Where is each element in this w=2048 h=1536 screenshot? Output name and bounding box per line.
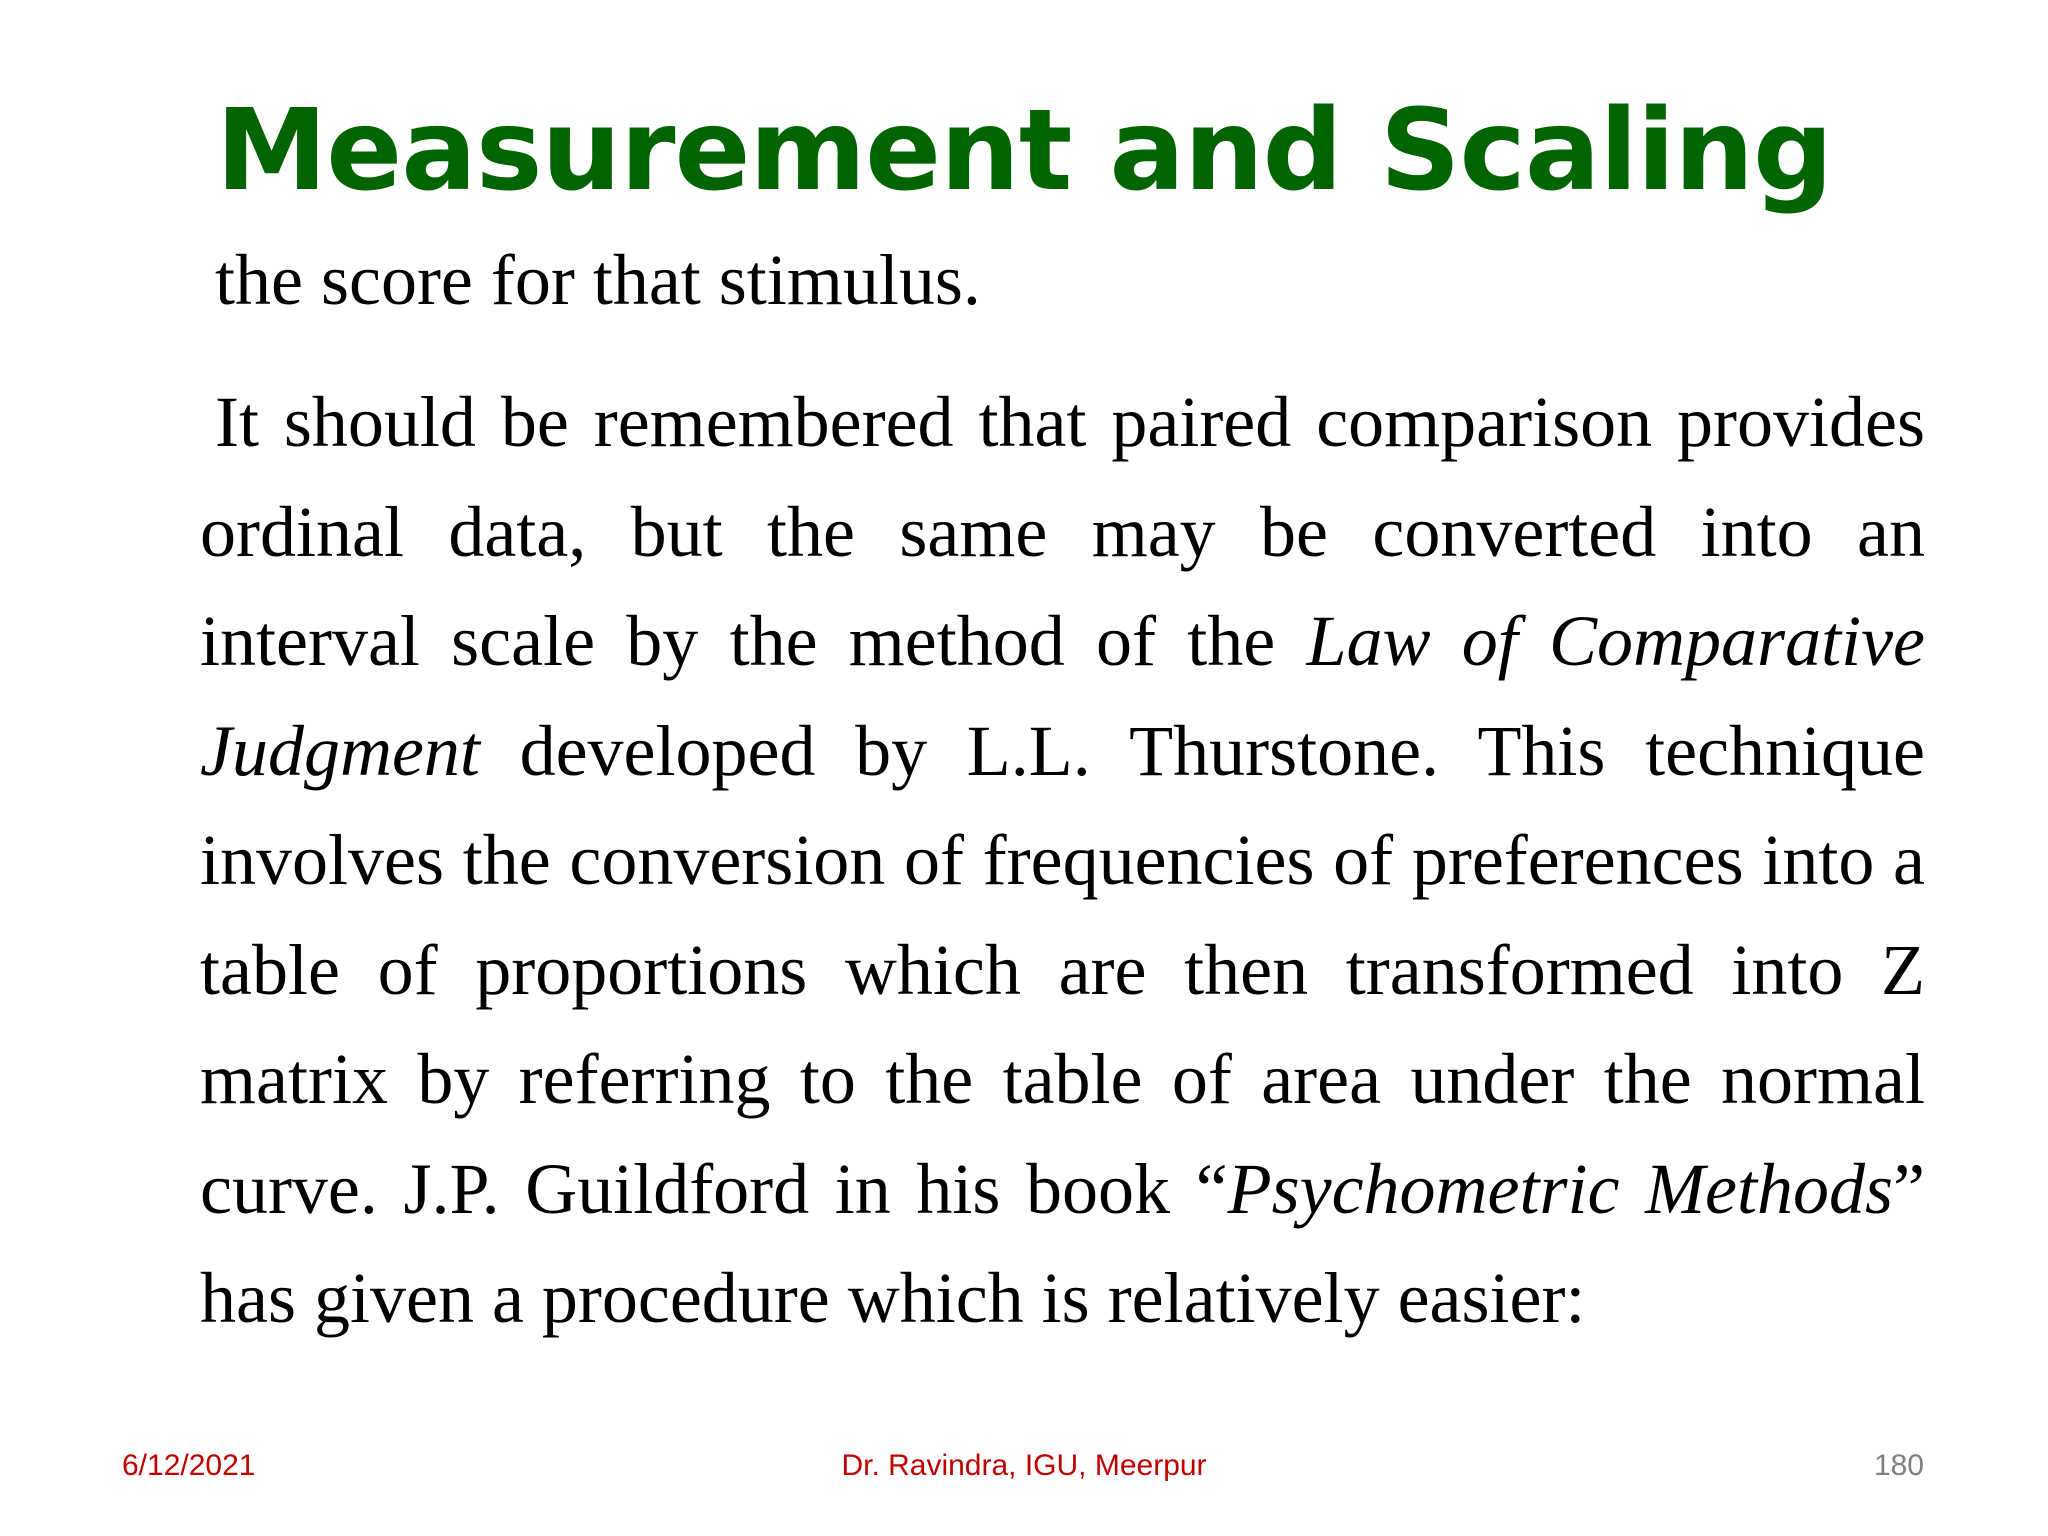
lead-line-text: the score for that stimulus. <box>215 240 981 320</box>
footer-page-number: 180 <box>1873 1449 1924 1482</box>
paragraph-text-part-1: It should be remembered that paired comparison provides ordinal data, but the same may be converted into an interval scale by the method of the <box>200 382 1925 681</box>
italic-law-of-comparative-judgment: Law of Comparative Judgment <box>200 601 1925 791</box>
body-paragraph <box>200 368 1925 1354</box>
slide-title: Measurement and Scaling <box>215 86 1833 216</box>
italic-book-title: Psychometric Methods <box>1227 1148 1894 1229</box>
footer-author: Dr. Ravindra, IGU, Meerpur <box>841 1449 1207 1482</box>
paragraph-text-part-2: developed by L.L. Thurstone. This technique involves the conversion of frequencies of preferences into a table of proportions which are then transformed into Z matrix by referring to the table of area under the normal curve. J.P. Guildford in his book “ <box>200 710 1925 1229</box>
paragraph-text-part-3: ” has given a procedure which is relatively easier: <box>200 1148 1926 1338</box>
footer-date: 6/12/2021 <box>122 1449 256 1482</box>
